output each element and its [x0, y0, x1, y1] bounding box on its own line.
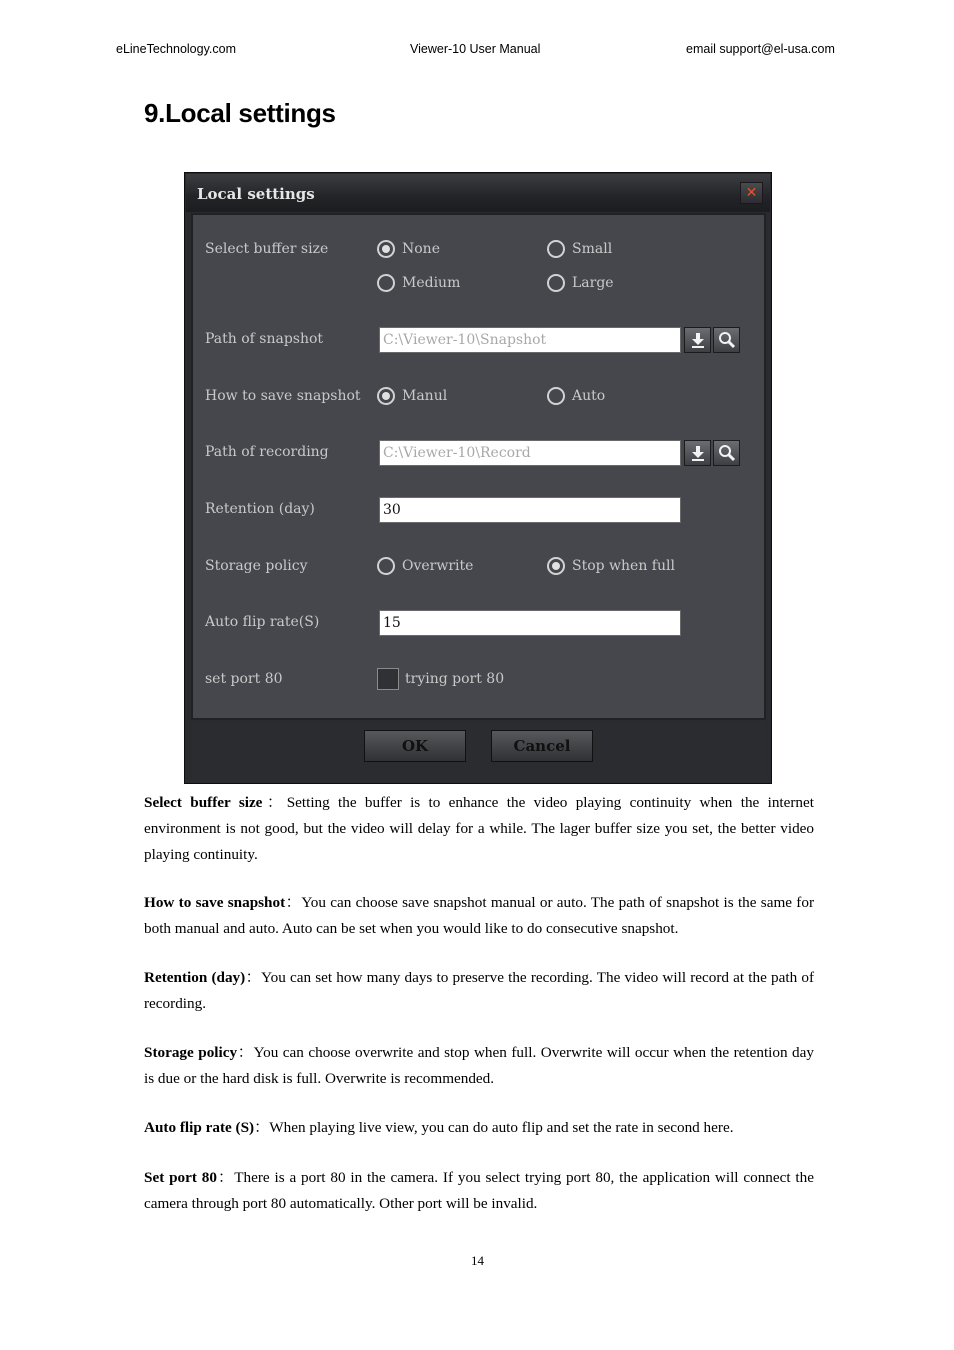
flip-rate-label: Auto flip rate(S) — [205, 614, 320, 630]
paragraph-separator: ： — [254, 1119, 270, 1136]
retention-label: Retention (day) — [205, 501, 315, 517]
dialog-titlebar — [186, 174, 770, 212]
paragraph-port80 — [144, 1165, 814, 1217]
paragraph-storage-policy — [144, 1040, 814, 1092]
storage-policy-label: Storage policy — [205, 558, 308, 574]
snapshot-open-button[interactable] — [684, 327, 711, 353]
search-icon — [718, 444, 736, 462]
radio-selected-icon — [377, 240, 395, 258]
snapshot-browse-button[interactable] — [713, 327, 740, 353]
recording-path-input[interactable]: C:\Viewer-10\Record — [379, 440, 681, 466]
radio-selected-icon — [377, 387, 395, 405]
paragraph-separator: ： — [262, 794, 287, 811]
port80-checkbox-label: trying port 80 — [405, 671, 505, 687]
paragraph-term: How to save snapshot — [144, 894, 286, 911]
close-icon[interactable]: ✕ — [740, 182, 763, 204]
buffer-none-label: None — [402, 241, 440, 257]
snapshot-path-input[interactable]: C:\Viewer-10\Snapshot — [379, 327, 681, 353]
recording-browse-button[interactable] — [713, 440, 740, 466]
buffer-medium-label: Medium — [402, 275, 461, 291]
buffer-large-label: Large — [572, 275, 614, 291]
paragraph-term: Set port 80 — [144, 1169, 217, 1186]
paragraph-separator: ： — [237, 1044, 254, 1061]
header-email: email support@el-usa.com — [686, 42, 835, 56]
download-icon — [689, 444, 707, 462]
snapshot-manual-label: Manul — [402, 388, 448, 404]
buffer-small-radio[interactable] — [547, 240, 612, 258]
snapshot-auto-label: Auto — [572, 388, 606, 404]
paragraph-separator: ： — [216, 1169, 235, 1186]
radio-unselected-icon — [377, 557, 395, 575]
checkbox-icon — [377, 668, 399, 690]
page-number: 14 — [471, 1253, 484, 1268]
radio-unselected-icon — [547, 274, 565, 292]
radio-unselected-icon — [547, 240, 565, 258]
search-icon — [718, 331, 736, 349]
download-icon — [689, 331, 707, 349]
paragraph-text: You can choose save snapshot manual or auto. The path of snapshot is the same for both manual and auto. Auto can be set when you would like to do consecutive snapshot. — [144, 894, 815, 937]
radio-unselected-icon — [547, 387, 565, 405]
port80-checkbox[interactable] — [377, 668, 504, 690]
buffer-none-radio[interactable] — [377, 240, 440, 258]
paragraph-flip-rate — [144, 1115, 814, 1141]
flip-rate-input[interactable]: 15 — [379, 610, 681, 636]
paragraph-separator: ： — [285, 894, 302, 911]
paragraph-text: When playing live view, you can do auto flip and set the rate in second here. — [269, 1119, 734, 1136]
snapshot-path-label: Path of snapshot — [205, 331, 324, 347]
section-title: 9.Local settings — [144, 98, 336, 128]
paragraph-retention — [144, 965, 814, 1017]
settings-panel — [191, 213, 766, 720]
paragraph-term: Storage policy — [144, 1044, 238, 1061]
storage-overwrite-radio[interactable] — [377, 557, 473, 575]
snapshot-manual-radio[interactable] — [377, 387, 447, 405]
recording-open-button[interactable] — [684, 440, 711, 466]
radio-unselected-icon — [377, 274, 395, 292]
paragraph-text: There is a port 80 in the camera. If you select trying port 80, the application will connect the camera through port 80 automatically. Other port will be invalid. — [144, 1169, 814, 1212]
port-label: set port 80 — [205, 671, 283, 687]
paragraph-text: Setting the buffer is to enhance the video playing continuity when the internet environment is not good, but the video will delay for a while. The lager buffer size you set, the better video playing continuity. — [144, 794, 814, 863]
dialog-title: Local settings — [197, 185, 315, 203]
paragraph-term: Retention (day) — [144, 969, 246, 986]
storage-stop-label: Stop when full — [572, 558, 675, 574]
dialog-footer — [191, 722, 766, 780]
paragraph-text: You can choose overwrite and stop when full. Overwrite will occur when the retention day is due or the hard disk is full. Overwrite is recommended. — [144, 1044, 814, 1087]
cancel-button[interactable]: Cancel — [491, 730, 593, 762]
paragraph-text: You can set how many days to preserve the recording. The video will record at the path of recording. — [144, 969, 815, 1012]
local-settings-dialog — [184, 172, 772, 784]
paragraph-buffer-size — [144, 790, 814, 868]
snapshot-auto-radio[interactable] — [547, 387, 605, 405]
buffer-medium-radio[interactable] — [377, 274, 460, 292]
save-snapshot-label: How to save snapshot — [205, 388, 361, 404]
paragraph-separator: ： — [245, 969, 262, 986]
header-site: eLineTechnology.com — [116, 42, 236, 56]
paragraph-term: Auto flip rate (S) — [144, 1119, 255, 1136]
buffer-size-label: Select buffer size — [205, 241, 329, 257]
header-manual-title: Viewer-10 User Manual — [410, 42, 541, 56]
paragraph-term: Select buffer size — [144, 794, 263, 811]
storage-stop-radio[interactable] — [547, 557, 675, 575]
buffer-large-radio[interactable] — [547, 274, 614, 292]
buffer-small-label: Small — [572, 241, 613, 257]
paragraph-save-snapshot — [144, 890, 814, 942]
storage-overwrite-label: Overwrite — [402, 558, 474, 574]
recording-path-label: Path of recording — [205, 444, 329, 460]
retention-input[interactable]: 30 — [379, 497, 681, 523]
ok-button[interactable]: OK — [364, 730, 466, 762]
radio-selected-icon — [547, 557, 565, 575]
